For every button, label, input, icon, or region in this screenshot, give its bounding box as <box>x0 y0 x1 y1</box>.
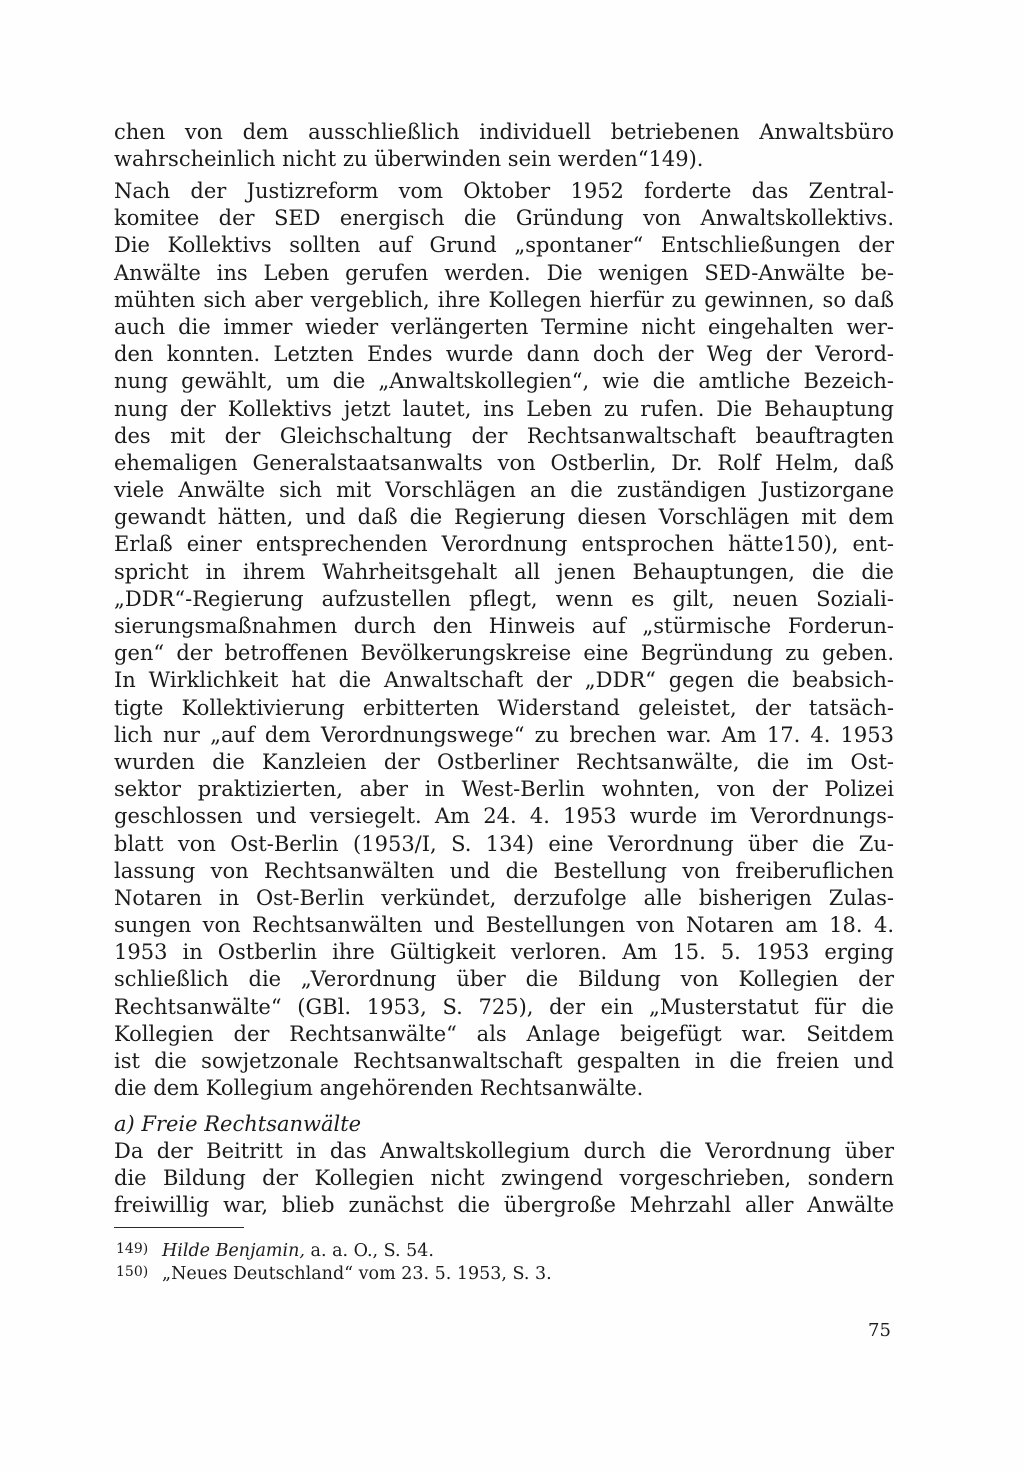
text-line: lich nur „auf dem Verordnungswege“ zu brechen war. Am 17. 4. 1953 <box>114 722 894 747</box>
paragraph-continuation <box>114 119 894 173</box>
text-line: chen von dem ausschließlich individuell betriebenen Anwaltsbüro <box>114 120 894 144</box>
text-line: sierungsmaßnahmen durch den Hinweis auf „stürmische Forderun- <box>114 614 894 638</box>
text-line: Notaren in Ost-Berlin verkündet, derzufolge alle bisherigen Zulas- <box>114 885 894 910</box>
footnotes <box>116 1238 716 1284</box>
footnote <box>116 1261 716 1284</box>
paragraph-main <box>114 178 894 1102</box>
text-line: gewandt hätten, und daß die Regierung diesen Vorschlägen mit dem <box>114 505 894 530</box>
text-line: die dem Kollegium angehörenden Rechtsanwälte. <box>114 1076 644 1101</box>
text-line: sektor praktizierten, aber in West-Berlin wohnten, von der Polizei <box>114 777 894 802</box>
section-heading: a) Freie Rechtsanwälte <box>114 1112 362 1136</box>
footnote-mark: 150) <box>116 1264 149 1280</box>
page-number: 75 <box>868 1320 891 1341</box>
text-line: In Wirklichkeit hat die Anwaltschaft der „DDR“ gegen die beabsich- <box>114 668 894 693</box>
text-line: nung der Kollektivs jetzt lautet, ins Leben zu rufen. Die Behauptung <box>114 396 894 421</box>
text-line: die Bildung der Kollegien nicht zwingend vorgeschrieben, sondern <box>114 1166 894 1191</box>
text-line: ist die sowjetzonale Rechtsanwaltschaft gespalten in die freien und <box>114 1049 894 1073</box>
text-line: auch die immer wieder verlängerten Termine nicht eingehalten wer- <box>114 314 894 339</box>
footnote-text: a. a. O., S. 54. <box>304 1241 434 1261</box>
paragraph-section <box>114 1138 894 1220</box>
text-line: nung gewählt, um die „Anwaltskollegien“, wie die amtliche Bezeich- <box>114 369 894 394</box>
text-line: komitee der SED energisch die Gründung von Anwaltskollektivs. <box>114 206 894 231</box>
text-line: Die Kollektivs sollten auf Grund „spontaner“ Entschließungen der <box>114 233 894 258</box>
text-line: schließlich die „Verordnung über die Bildung von Kollegien der <box>114 967 894 992</box>
text-line: den konnten. Letzten Endes wurde dann doch der Weg der Verord- <box>114 342 894 367</box>
text-line: spricht in ihrem Wahrheitsgehalt all jenen Behauptungen, die die <box>114 559 894 584</box>
text-line: viele Anwälte sich mit Vorschlägen an die zuständigen Justizorgane <box>114 478 894 503</box>
text-line: geschlossen und versiegelt. Am 24. 4. 1953 wurde im Verordnungs- <box>114 804 894 829</box>
text-line: des mit der Gleichschaltung der Rechtsanwaltschaft beauftragten <box>114 423 894 448</box>
footnote-mark: 149) <box>116 1241 149 1257</box>
footnote-rule <box>114 1227 244 1228</box>
text-line: Da der Beitritt in das Anwaltskollegium durch die Verordnung über <box>114 1139 894 1163</box>
text-line: Erlaß einer entsprechenden Verordnung entsprochen hätte150), ent- <box>114 532 894 557</box>
text-line: blatt von Ost-Berlin (1953/I, S. 134) eine Verordnung über die Zu- <box>114 831 894 856</box>
text-line: tigte Kollektivierung erbitterten Widerstand geleistet, der tatsäch- <box>114 695 894 720</box>
text-line: lassung von Rechtsanwälten und die Bestellung von freiberuflichen <box>114 858 894 883</box>
text-line: „DDR“-Regierung aufzustellen pflegt, wenn es gilt, neuen Soziali- <box>114 586 894 611</box>
text-line: mühten sich aber vergeblich, ihre Kollegen hierfür zu gewinnen, so daß <box>114 287 894 312</box>
text-line: Kollegien der Rechtsanwälte“ als Anlage beigefügt war. Seitdem <box>114 1021 894 1046</box>
text-line: sungen von Rechtsanwälten und Bestellungen von Notaren am 18. 4. <box>114 913 894 938</box>
text-line: Anwälte ins Leben gerufen werden. Die wenigen SED-Anwälte be- <box>114 260 894 285</box>
text-line: 1953 in Ostberlin ihre Gültigkeit verloren. Am 15. 5. 1953 erging <box>114 940 894 965</box>
text-line: ehemaligen Generalstaatsanwalts von Ostberlin, Dr. Rolf Helm, daß <box>114 450 894 475</box>
footnote-author: Hilde Benjamin, <box>162 1241 305 1261</box>
text-line: wurden die Kanzleien der Ostberliner Rechtsanwälte, die im Ost- <box>114 749 894 774</box>
footnote-text: „Neues Deutschland“ vom 23. 5. 1953, S. 3. <box>162 1264 552 1284</box>
text-line: wahrscheinlich nicht zu überwinden sein werden“149). <box>114 147 704 172</box>
footnote <box>116 1238 716 1261</box>
text-line: freiwillig war, blieb zunächst die übergroße Mehrzahl aller Anwälte <box>114 1193 894 1218</box>
text-line: Nach der Justizreform vom Oktober 1952 forderte das Zentral- <box>114 179 894 203</box>
text-line: gen“ der betroffenen Bevölkerungskreise eine Begründung zu geben. <box>114 641 894 666</box>
text-line: Rechtsanwälte“ (GBl. 1953, S. 725), der ein „Musterstatut für die <box>114 994 894 1019</box>
